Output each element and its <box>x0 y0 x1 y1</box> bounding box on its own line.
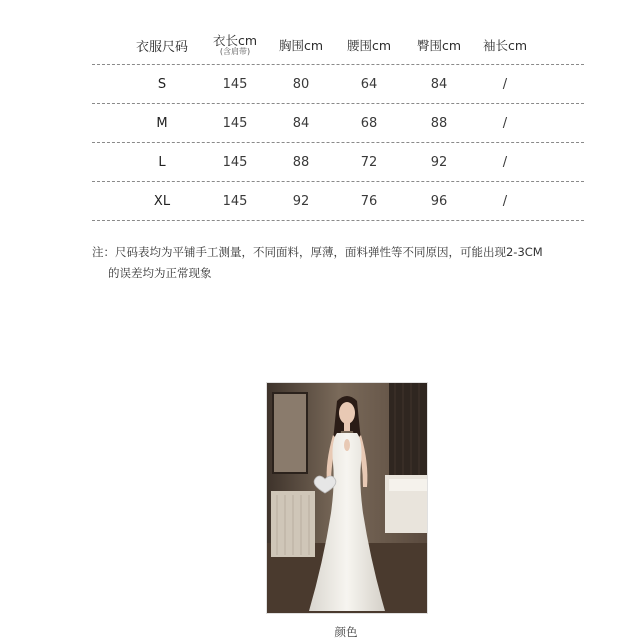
measurement-note <box>92 242 592 284</box>
size-table <box>92 26 584 221</box>
cell-bust: 80 <box>292 76 310 92</box>
cell-sleeve: / <box>502 154 508 170</box>
header-waist: 腰围cm <box>346 38 392 53</box>
header-bust: 胸围cm <box>278 38 324 53</box>
cell-sleeve: / <box>502 193 508 209</box>
cell-bust: 88 <box>292 154 310 170</box>
table-row <box>92 182 584 221</box>
cell-hip: 96 <box>430 193 448 209</box>
header-sleeve: 袖长cm <box>482 38 528 53</box>
cell-size: L <box>158 154 166 170</box>
mirror <box>273 393 307 473</box>
cell-size: XL <box>153 193 171 209</box>
cell-waist: 64 <box>360 76 378 92</box>
cell-length: 145 <box>222 76 248 92</box>
cell-sleeve: / <box>502 115 508 131</box>
cell-sleeve: / <box>502 76 508 92</box>
cell-length: 145 <box>222 115 248 131</box>
cell-hip: 88 <box>430 115 448 131</box>
cell-waist: 72 <box>360 154 378 170</box>
cell-size: M <box>156 115 168 131</box>
header-length-sub: (含肩带) <box>219 46 251 56</box>
header-hip: 臀围cm <box>416 38 462 53</box>
header-size: 衣服尺码 <box>135 39 188 55</box>
cell-waist: 68 <box>360 115 378 131</box>
color-caption: 颜色 <box>334 625 358 639</box>
cell-size: S <box>157 76 167 92</box>
face <box>339 402 355 424</box>
note-line-1: 注：尺码表均为平铺手工测量，不同面料，厚薄，面料弹性等不同原因，可能出现2-3CM <box>92 245 543 259</box>
cell-bust: 92 <box>292 193 310 209</box>
product-photo <box>266 382 428 614</box>
cell-hip: 92 <box>430 154 448 170</box>
dress-model-illustration <box>267 383 427 613</box>
cell-waist: 76 <box>360 193 378 209</box>
table-row <box>92 65 584 104</box>
note-line-2: 的误差均为正常现象 <box>108 266 212 280</box>
table-header-row <box>92 26 584 65</box>
cell-length: 145 <box>222 193 248 209</box>
keyhole-cutout <box>344 439 350 451</box>
cell-length: 145 <box>222 154 248 170</box>
header-length: 衣长cm (含肩带) <box>212 32 258 56</box>
table-row <box>92 104 584 143</box>
cell-bust: 84 <box>292 115 310 131</box>
cell-hip: 84 <box>430 76 448 92</box>
table-row <box>92 143 584 182</box>
